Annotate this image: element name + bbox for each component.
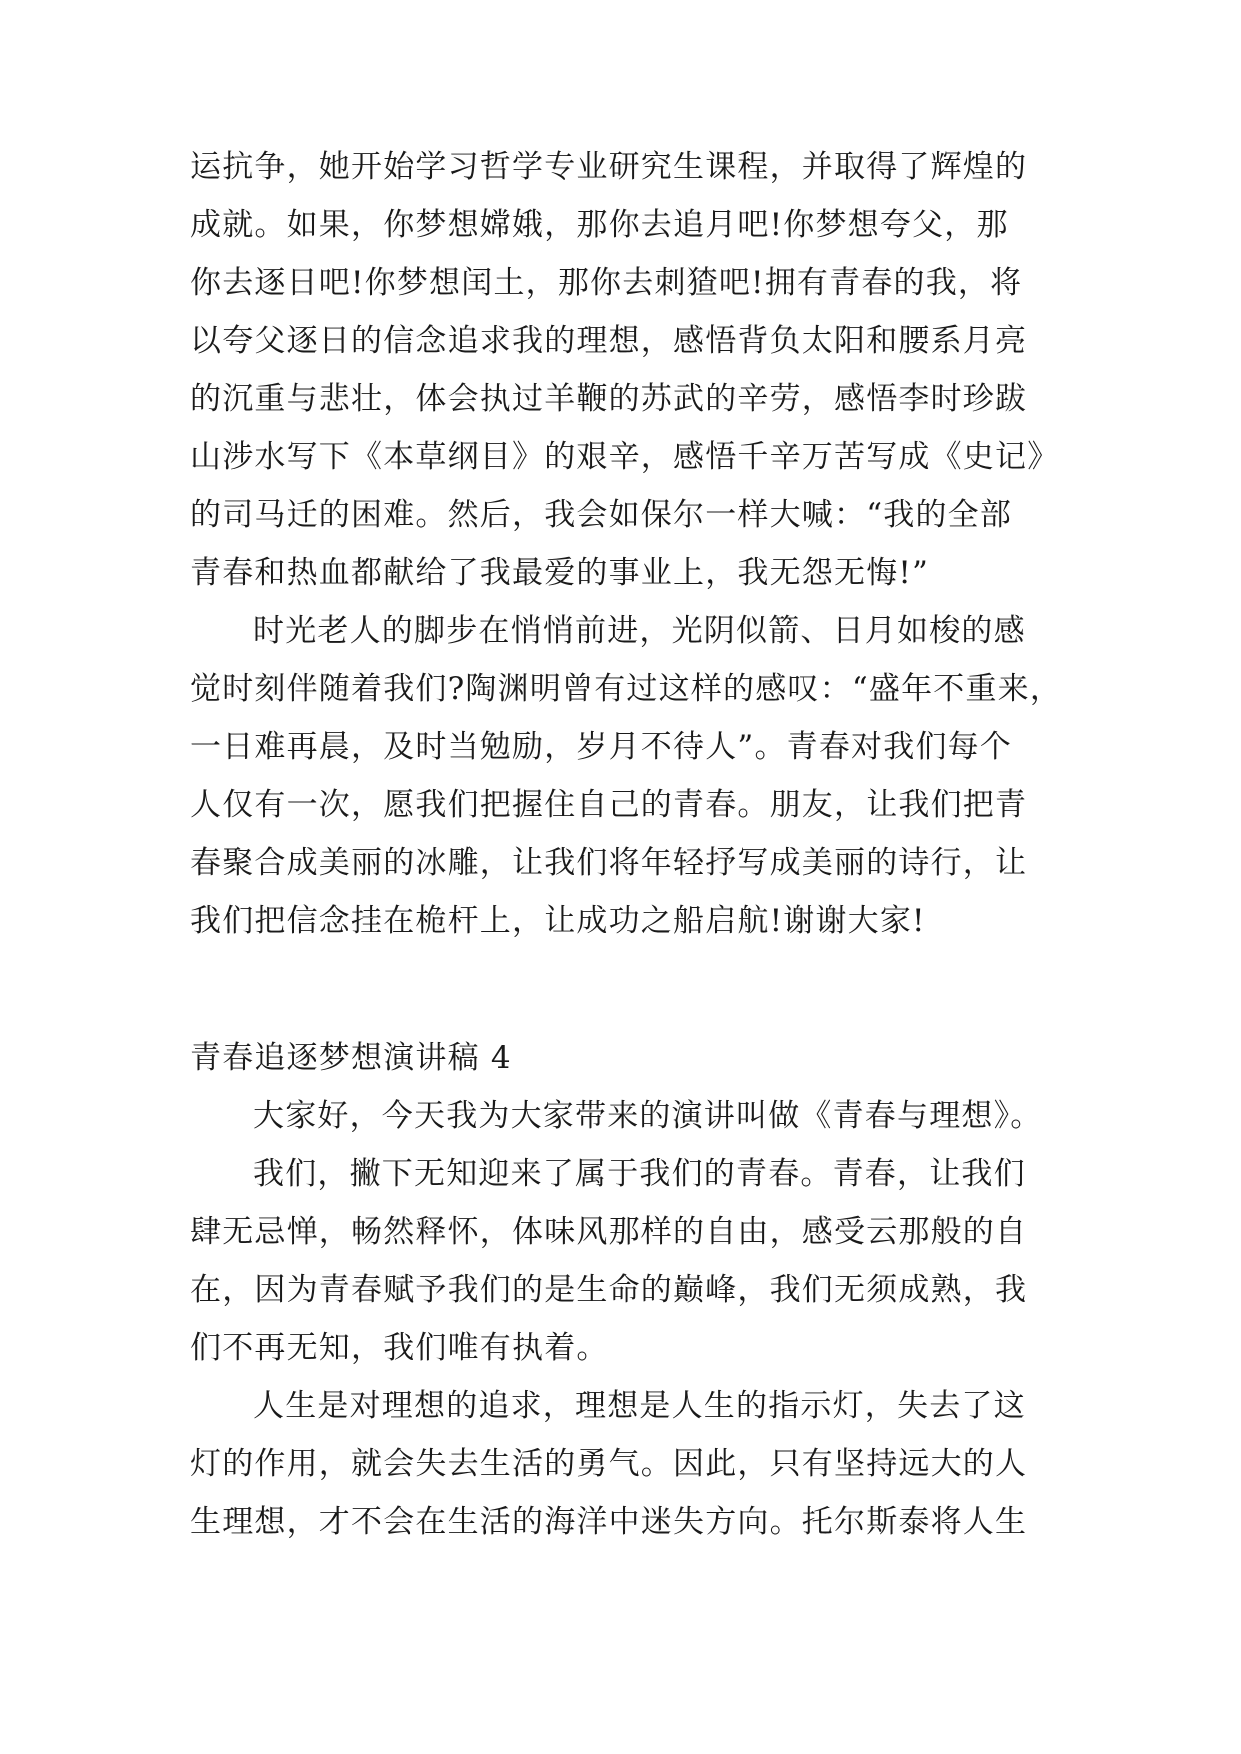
paragraph-line: 时光老人的脚步在悄悄前进，光阴似箭、日月如梭的感: [253, 613, 1026, 649]
paragraph-line: 青春和热血都献给了我最爱的事业上，我无怨无悔!”: [190, 555, 930, 591]
paragraph-line: 一日难再晨，及时当勉励，岁月不待人”。青春对我们每个: [190, 729, 1013, 765]
paragraph-line: 灯的作用，就会失去生活的勇气。因此，只有坚持远大的人: [190, 1446, 1028, 1482]
text-block-bottom: [190, 1087, 1070, 1551]
paragraph-line: 大家好，今天我为大家带来的演讲叫做《青春与理想》。: [253, 1098, 1043, 1134]
paragraph-line: 运抗争，她开始学习哲学专业研究生课程，并取得了辉煌的: [190, 149, 1028, 185]
paragraph-line: 我们把信念挂在桅杆上，让成功之船启航!谢谢大家!: [190, 903, 926, 939]
paragraph-line: 我们，撇下无知迎来了属于我们的青春。青春，让我们: [253, 1156, 1026, 1192]
paragraph-line: 们不再无知，我们唯有执着。: [190, 1330, 609, 1366]
paragraph-line: 的沉重与悲壮，体会执过羊鞭的苏武的辛劳，感悟李时珍跋: [190, 381, 1028, 417]
section-heading: 青春追逐梦想演讲稿 4: [190, 1040, 512, 1076]
paragraph-line: 在，因为青春赋予我们的是生命的巅峰，我们无须成熟，我: [190, 1272, 1028, 1308]
paragraph-line: 成就。如果，你梦想嫦娥，那你去追月吧!你梦想夸父，那: [190, 207, 1009, 243]
paragraph-line: 你去逐日吧!你梦想闰土，那你去刺猹吧!拥有青春的我，将: [190, 265, 1023, 301]
paragraph-line: 山涉水写下《本草纲目》的艰辛，感悟千辛万苦写成《史记》: [190, 439, 1060, 475]
paragraph-line: 人生是对理想的追求，理想是人生的指示灯，失去了这: [253, 1388, 1026, 1424]
paragraph-line: 觉时刻伴随着我们?陶渊明曾有过这样的感叹：“盛年不重来，: [190, 671, 1063, 707]
paragraph-line: 以夸父逐日的信念追求我的理想，感悟背负太阳和腰系月亮: [190, 323, 1028, 359]
paragraph-line: 肆无忌惮，畅然释怀，体味风那样的自由，感受云那般的自: [190, 1214, 1028, 1250]
paragraph-line: 生理想，才不会在生活的海洋中迷失方向。托尔斯泰将人生: [190, 1504, 1028, 1540]
text-block-top: [190, 138, 1070, 950]
paragraph-line: 人仅有一次，愿我们把握住自己的青春。朋友，让我们把青: [190, 787, 1028, 823]
paragraph-line: 的司马迁的困难。然后，我会如保尔一样大喊：“我的全部: [190, 497, 1013, 533]
paragraph-line: 春聚合成美丽的冰雕，让我们将年轻抒写成美丽的诗行，让: [190, 845, 1028, 881]
